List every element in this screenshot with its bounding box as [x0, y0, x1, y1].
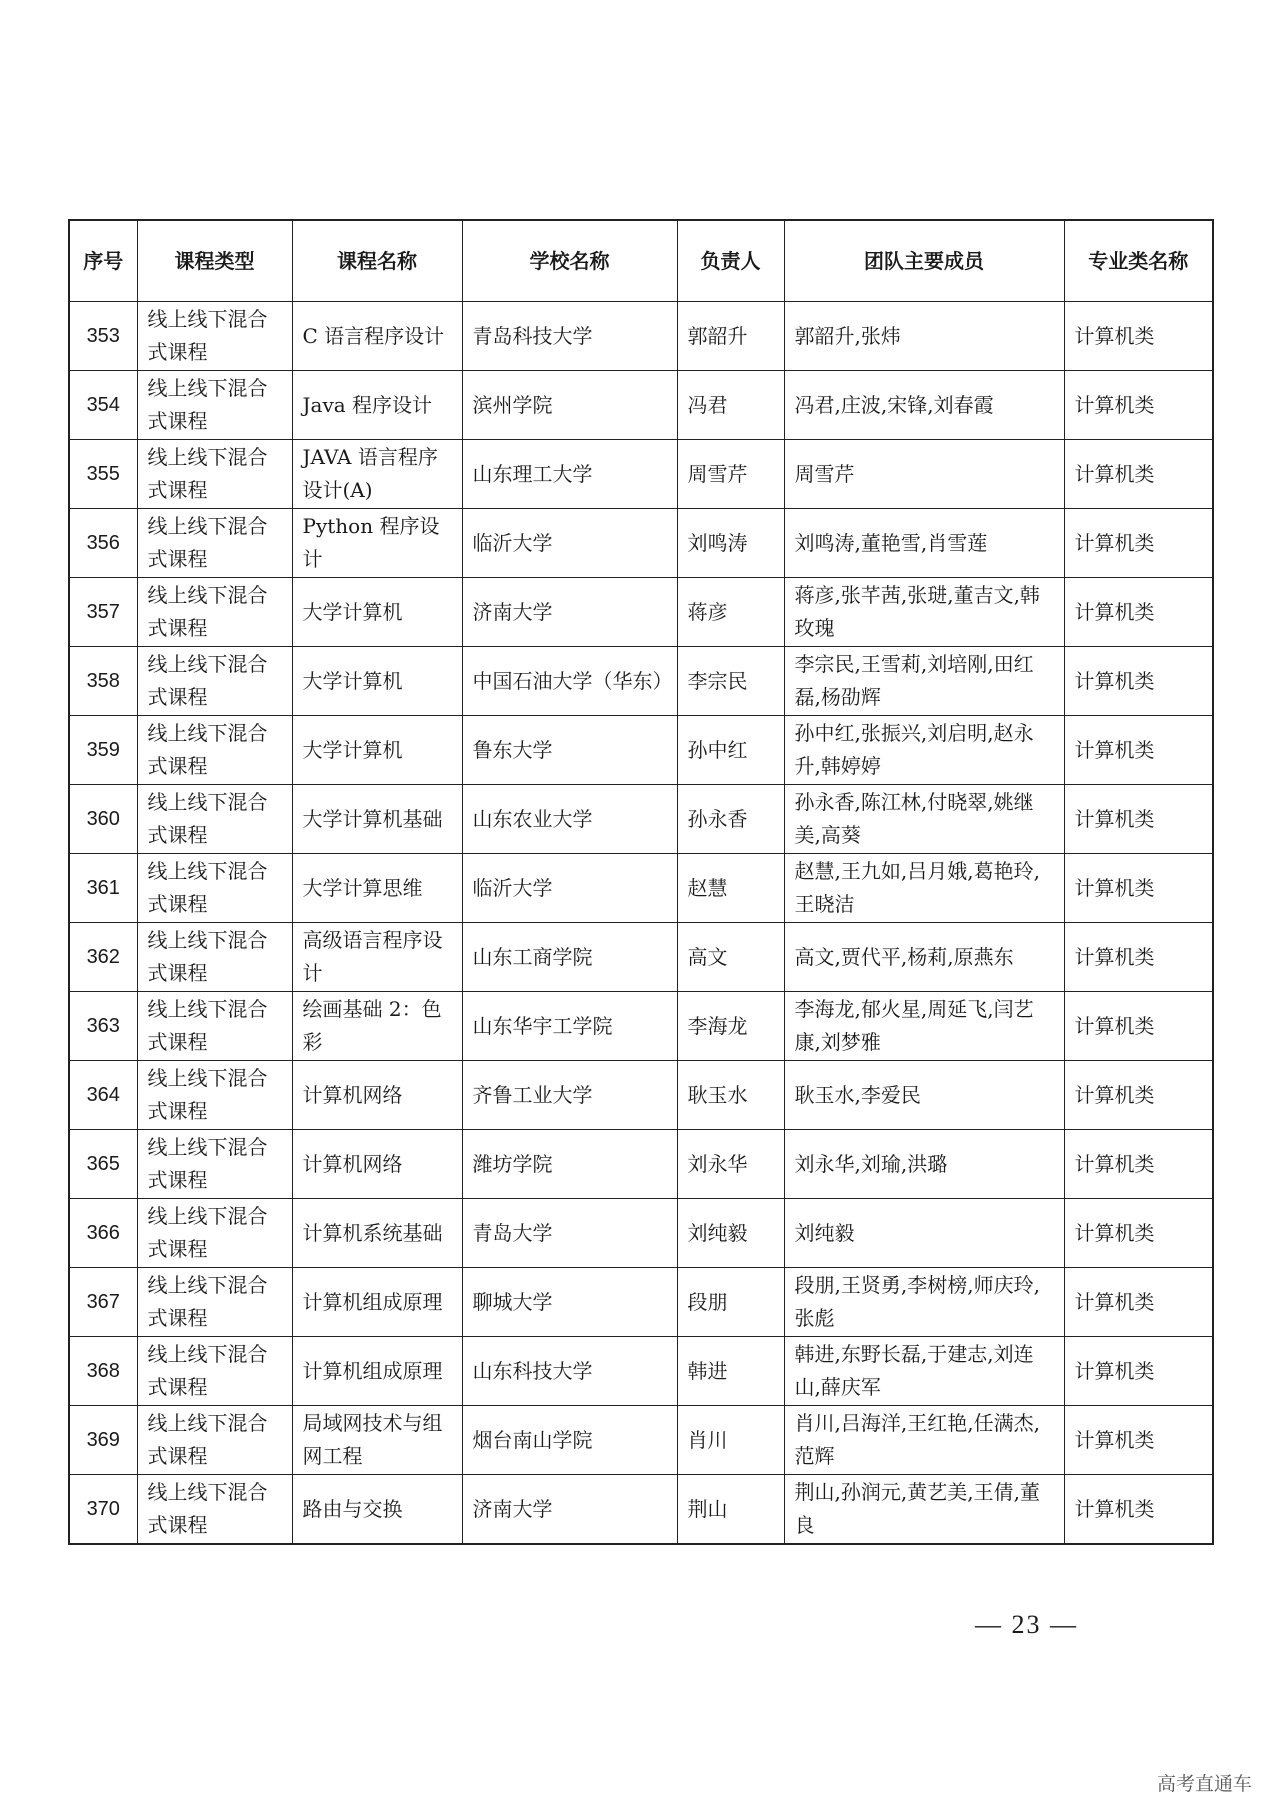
page-number: — 23 —: [975, 1610, 1078, 1639]
cell-course-type: 线上线下混合式课程: [137, 578, 292, 647]
course-table-container: [68, 219, 1212, 1545]
table-row: [69, 647, 1213, 716]
header-team-members: 团队主要成员: [784, 220, 1064, 302]
table-row: [69, 302, 1213, 371]
cell-school-name: 山东科技大学: [462, 1337, 677, 1406]
cell-course-type: 线上线下混合式课程: [137, 785, 292, 854]
cell-seq: 354: [69, 371, 137, 440]
cell-leader: 冯君: [677, 371, 784, 440]
cell-major-category: 计算机类: [1064, 509, 1213, 578]
cell-course-type: 线上线下混合式课程: [137, 1406, 292, 1475]
cell-leader: 刘鸣涛: [677, 509, 784, 578]
cell-major-category: 计算机类: [1064, 923, 1213, 992]
cell-team-members: 郭韶升,张炜: [784, 302, 1064, 371]
cell-major-category: 计算机类: [1064, 992, 1213, 1061]
table-row: [69, 1475, 1213, 1545]
cell-course-type: 线上线下混合式课程: [137, 509, 292, 578]
cell-course-name: 大学计算机基础: [292, 785, 462, 854]
cell-team-members: 荆山,孙润元,黄艺美,王倩,董良: [784, 1475, 1064, 1545]
table-row: [69, 1406, 1213, 1475]
cell-major-category: 计算机类: [1064, 440, 1213, 509]
course-table: [68, 219, 1214, 1545]
cell-team-members: 蒋彦,张芊茜,张琎,董吉文,韩玫瑰: [784, 578, 1064, 647]
cell-school-name: 济南大学: [462, 578, 677, 647]
cell-course-name: 计算机组成原理: [292, 1268, 462, 1337]
cell-leader: 刘纯毅: [677, 1199, 784, 1268]
cell-team-members: 刘纯毅: [784, 1199, 1064, 1268]
cell-team-members: 段朋,王贤勇,李树榜,师庆玲,张彪: [784, 1268, 1064, 1337]
cell-course-name: 计算机组成原理: [292, 1337, 462, 1406]
cell-team-members: 耿玉水,李爱民: [784, 1061, 1064, 1130]
cell-course-name: 绘画基础 2：色彩: [292, 992, 462, 1061]
cell-seq: 369: [69, 1406, 137, 1475]
cell-school-name: 潍坊学院: [462, 1130, 677, 1199]
cell-leader: 李海龙: [677, 992, 784, 1061]
cell-seq: 360: [69, 785, 137, 854]
cell-team-members: 肖川,吕海洋,王红艳,任满杰,范辉: [784, 1406, 1064, 1475]
cell-seq: 363: [69, 992, 137, 1061]
table-row: [69, 716, 1213, 785]
cell-course-name: 计算机网络: [292, 1130, 462, 1199]
cell-course-type: 线上线下混合式课程: [137, 1337, 292, 1406]
cell-seq: 357: [69, 578, 137, 647]
cell-team-members: 李海龙,郁火星,周延飞,闫艺康,刘梦雅: [784, 992, 1064, 1061]
cell-major-category: 计算机类: [1064, 1061, 1213, 1130]
table-row: [69, 923, 1213, 992]
cell-school-name: 临沂大学: [462, 854, 677, 923]
cell-team-members: 刘鸣涛,董艳雪,肖雪莲: [784, 509, 1064, 578]
cell-leader: 郭韶升: [677, 302, 784, 371]
cell-school-name: 鲁东大学: [462, 716, 677, 785]
cell-leader: 孙永香: [677, 785, 784, 854]
cell-course-name: 大学计算机: [292, 647, 462, 716]
table-header: [69, 220, 1213, 302]
cell-school-name: 山东理工大学: [462, 440, 677, 509]
cell-course-type: 线上线下混合式课程: [137, 1130, 292, 1199]
cell-major-category: 计算机类: [1064, 1130, 1213, 1199]
table-row: [69, 854, 1213, 923]
cell-school-name: 聊城大学: [462, 1268, 677, 1337]
cell-school-name: 济南大学: [462, 1475, 677, 1545]
table-body: [69, 302, 1213, 1545]
table-row: [69, 509, 1213, 578]
cell-course-type: 线上线下混合式课程: [137, 1061, 292, 1130]
cell-course-type: 线上线下混合式课程: [137, 923, 292, 992]
cell-leader: 孙中红: [677, 716, 784, 785]
cell-team-members: 孙永香,陈江林,付晓翠,姚继美,高葵: [784, 785, 1064, 854]
cell-school-name: 临沂大学: [462, 509, 677, 578]
cell-seq: 361: [69, 854, 137, 923]
cell-school-name: 烟台南山学院: [462, 1406, 677, 1475]
cell-course-name: 大学计算机: [292, 716, 462, 785]
table-row: [69, 440, 1213, 509]
cell-school-name: 齐鲁工业大学: [462, 1061, 677, 1130]
cell-team-members: 周雪芹: [784, 440, 1064, 509]
cell-seq: 362: [69, 923, 137, 992]
cell-major-category: 计算机类: [1064, 854, 1213, 923]
cell-seq: 364: [69, 1061, 137, 1130]
cell-course-type: 线上线下混合式课程: [137, 992, 292, 1061]
table-row: [69, 1268, 1213, 1337]
cell-course-type: 线上线下混合式课程: [137, 371, 292, 440]
cell-leader: 耿玉水: [677, 1061, 784, 1130]
cell-seq: 365: [69, 1130, 137, 1199]
cell-seq: 358: [69, 647, 137, 716]
cell-leader: 韩进: [677, 1337, 784, 1406]
cell-leader: 赵慧: [677, 854, 784, 923]
cell-major-category: 计算机类: [1064, 302, 1213, 371]
cell-course-name: C 语言程序设计: [292, 302, 462, 371]
cell-school-name: 滨州学院: [462, 371, 677, 440]
header-row: [69, 220, 1213, 302]
cell-course-name: 路由与交换: [292, 1475, 462, 1545]
table-row: [69, 1130, 1213, 1199]
cell-team-members: 高文,贾代平,杨莉,原燕东: [784, 923, 1064, 992]
table-row: [69, 1061, 1213, 1130]
watermark-text: 高考直通车: [1156, 1773, 1252, 1795]
header-leader: 负责人: [677, 220, 784, 302]
table-row: [69, 1199, 1213, 1268]
cell-seq: 359: [69, 716, 137, 785]
table-row: [69, 992, 1213, 1061]
cell-school-name: 中国石油大学（华东）: [462, 647, 677, 716]
cell-major-category: 计算机类: [1064, 647, 1213, 716]
cell-course-type: 线上线下混合式课程: [137, 1268, 292, 1337]
cell-major-category: 计算机类: [1064, 578, 1213, 647]
table-row: [69, 1337, 1213, 1406]
header-school-name: 学校名称: [462, 220, 677, 302]
cell-school-name: 山东农业大学: [462, 785, 677, 854]
cell-leader: 蒋彦: [677, 578, 784, 647]
cell-course-name: 大学计算机: [292, 578, 462, 647]
cell-team-members: 韩进,东野长磊,于建志,刘连山,薛庆军: [784, 1337, 1064, 1406]
cell-seq: 370: [69, 1475, 137, 1545]
cell-course-name: 计算机系统基础: [292, 1199, 462, 1268]
header-course-type: 课程类型: [137, 220, 292, 302]
cell-course-name: 高级语言程序设计: [292, 923, 462, 992]
cell-seq: 368: [69, 1337, 137, 1406]
cell-team-members: 孙中红,张振兴,刘启明,赵永升,韩婷婷: [784, 716, 1064, 785]
cell-course-name: 局域网技术与组网工程: [292, 1406, 462, 1475]
cell-seq: 356: [69, 509, 137, 578]
cell-major-category: 计算机类: [1064, 1199, 1213, 1268]
cell-team-members: 刘永华,刘瑜,洪璐: [784, 1130, 1064, 1199]
table-row: [69, 578, 1213, 647]
cell-team-members: 赵慧,王九如,吕月娥,葛艳玲,王晓洁: [784, 854, 1064, 923]
header-seq: 序号: [69, 220, 137, 302]
cell-seq: 353: [69, 302, 137, 371]
cell-major-category: 计算机类: [1064, 371, 1213, 440]
cell-seq: 367: [69, 1268, 137, 1337]
cell-course-type: 线上线下混合式课程: [137, 440, 292, 509]
cell-major-category: 计算机类: [1064, 1268, 1213, 1337]
cell-major-category: 计算机类: [1064, 1475, 1213, 1545]
cell-school-name: 山东工商学院: [462, 923, 677, 992]
cell-leader: 荆山: [677, 1475, 784, 1545]
cell-seq: 355: [69, 440, 137, 509]
header-course-name: 课程名称: [292, 220, 462, 302]
cell-course-name: 大学计算思维: [292, 854, 462, 923]
cell-team-members: 冯君,庄波,宋锋,刘春霞: [784, 371, 1064, 440]
cell-school-name: 青岛科技大学: [462, 302, 677, 371]
cell-course-type: 线上线下混合式课程: [137, 854, 292, 923]
cell-major-category: 计算机类: [1064, 716, 1213, 785]
cell-course-name: Java 程序设计: [292, 371, 462, 440]
cell-course-name: Python 程序设计: [292, 509, 462, 578]
cell-major-category: 计算机类: [1064, 785, 1213, 854]
cell-course-name: JAVA 语言程序设计(A): [292, 440, 462, 509]
cell-course-type: 线上线下混合式课程: [137, 716, 292, 785]
cell-major-category: 计算机类: [1064, 1337, 1213, 1406]
cell-leader: 周雪芹: [677, 440, 784, 509]
cell-leader: 肖川: [677, 1406, 784, 1475]
cell-course-type: 线上线下混合式课程: [137, 1475, 292, 1545]
header-major-category: 专业类名称: [1064, 220, 1213, 302]
table-row: [69, 371, 1213, 440]
cell-seq: 366: [69, 1199, 137, 1268]
cell-course-name: 计算机网络: [292, 1061, 462, 1130]
cell-leader: 高文: [677, 923, 784, 992]
cell-leader: 段朋: [677, 1268, 784, 1337]
cell-course-type: 线上线下混合式课程: [137, 1199, 292, 1268]
cell-school-name: 青岛大学: [462, 1199, 677, 1268]
table-row: [69, 785, 1213, 854]
cell-course-type: 线上线下混合式课程: [137, 647, 292, 716]
cell-major-category: 计算机类: [1064, 1406, 1213, 1475]
cell-course-type: 线上线下混合式课程: [137, 302, 292, 371]
cell-team-members: 李宗民,王雪莉,刘培刚,田红磊,杨劭辉: [784, 647, 1064, 716]
cell-leader: 李宗民: [677, 647, 784, 716]
cell-school-name: 山东华宇工学院: [462, 992, 677, 1061]
cell-leader: 刘永华: [677, 1130, 784, 1199]
